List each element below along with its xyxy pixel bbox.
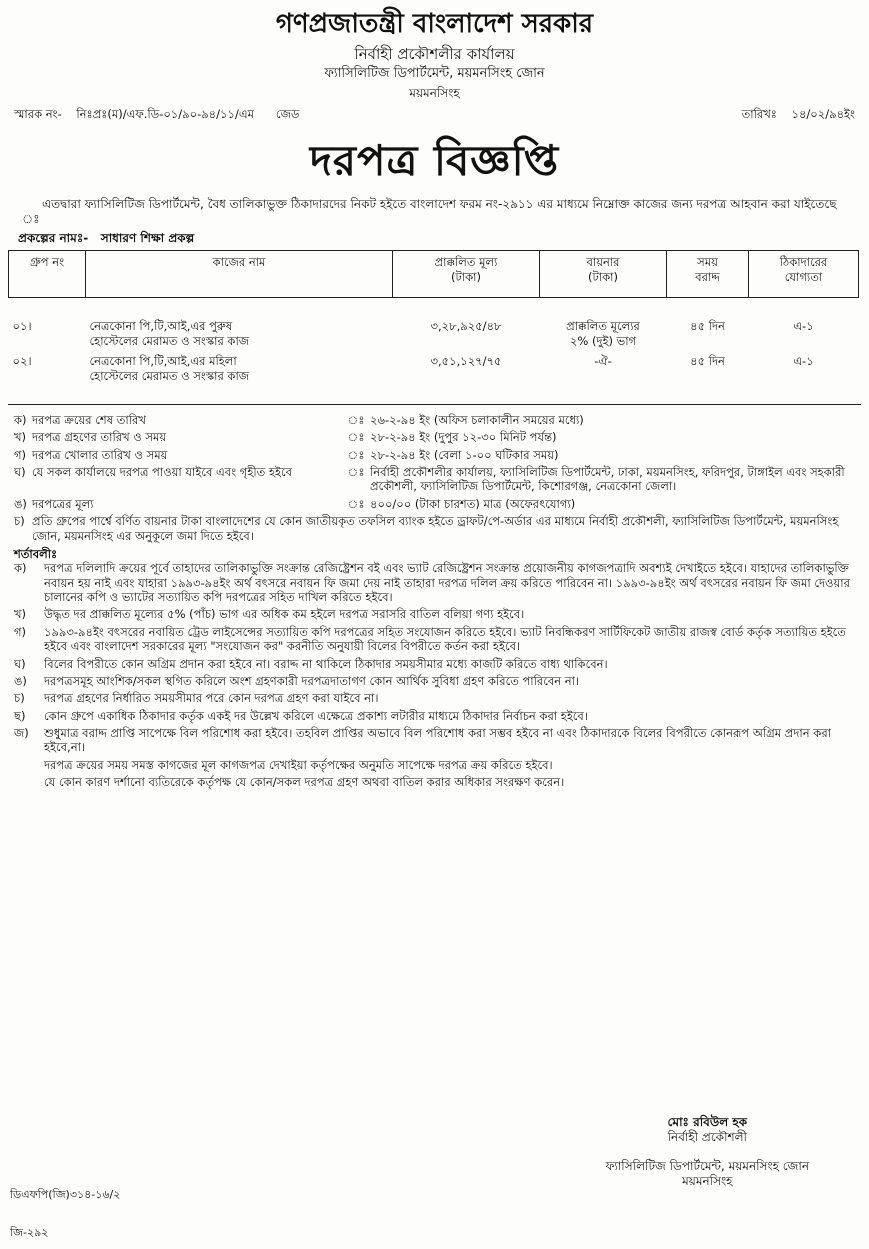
memo-ref — [14, 107, 299, 121]
signatory-city: ময়মনসিংহ — [682, 1174, 733, 1188]
condition-item: চ) দরপত্র গ্রহণের নির্ধারিত সময়সীমার পরে কোন দরপত্র গ্রহণ করা যাইবে না। — [14, 691, 379, 706]
date-label: তারিখঃ — [741, 106, 777, 121]
date-value: ১৪/০২/৯৪ইং — [791, 106, 855, 121]
col-work: কাজের নাম — [86, 251, 393, 298]
tender-table — [8, 250, 859, 404]
col-qual: ঠিকাদারের যোগ্যতা — [749, 251, 859, 298]
tender-info — [8, 413, 861, 790]
intro-text: এতদ্বারা ফ্যাসিলিটিজ ডিপার্টমেন্ট, বৈধ তালিকাভুক্ত ঠিকাদারদের নিকট হইতে বাংলাদেশ ফরম নং-২৯১১ এর মাধ্যমে নিম্নোক্ত কাজের জন্য দরপত্র আহবান করা যাইতেছে ঃ — [22, 197, 837, 227]
memo-label: স্মারক নং- — [14, 106, 62, 121]
col-time: সময় বরাদ্দ — [667, 251, 749, 298]
project-name: সাধারণ শিক্ষা প্রকল্প — [100, 231, 195, 246]
dept-heading: ফ্যাসিলিটিজ ডিপার্টমেন্ট, ময়মনসিংহ জোন — [324, 66, 545, 82]
extra-note-1: দরপত্র ক্রয়ের সময় সমস্ত কাগজের মূল কাগজপত্র দেখাইয়া কর্তৃপক্ষের অনুমতি সাপেক্ষে দরপত্র ক্রয় করিতে হইবে। — [44, 757, 553, 772]
memo-number: নিঃপ্রঃ(ম)/এফ.ডি-০১/৯০-৯৪/১১/এম — [76, 106, 254, 121]
signatory-title: নির্বাহী প্রকৌশলী — [667, 1130, 747, 1144]
notice-title: দরপত্র বিজ্ঞপ্তি — [309, 135, 560, 185]
city-heading: ময়মনসিংহ — [409, 85, 460, 100]
col-earnest: বায়নার (টাকা) — [540, 251, 667, 298]
condition-item: জ) শুধুমাত্র বরাদ্দ প্রাপ্তি সাপেক্ষে বিল পরিশোধ করা হইবে। তহবিল প্রাপ্তির অভাবে বিল পরিশোধ করা সম্ভব হইবে না এবং ঠিকাদারকে বিলের বিপরীতে কোনরূপ অগ্রিম প্রদান করা হইবে,না। — [14, 726, 831, 755]
table-row: ০২। নেত্রকোনা পি,টি,আই,এর মহিলা হোস্টেলের মেরামত ও সংস্কার কাজ ৩,৫১,১২৭/৭৫ -ঐ- ৪৫ দিন এ-১ — [12, 354, 814, 383]
office-heading: নির্বাহী প্রকৌশলীর কার্যালয় — [354, 44, 515, 63]
col-group: গ্রুপ নং — [9, 251, 86, 298]
extra-note-2: যে কোন কারণ দর্শানো ব্যতিরেকে কর্তৃপক্ষ যে কোন/সকল দরপত্র গ্রহণ অথবা বাতিল করার অধিকার সংরক্ষণ করেন। — [44, 775, 565, 790]
info-row: খ) দরপত্র গ্রহণের তারিখ ও সময় ঃ ২৮-২-৯৪ ইং (দুপুর ১২-৩০ মিনিট পর্যন্ত) — [14, 430, 557, 445]
table-header-row — [9, 251, 859, 298]
condition-item: ছ) কোন গ্রুপে একাধিক ঠিকাদার কর্তৃক একই দর উল্লেখ করিলে এক্ষেত্রে প্রকাশ্য লটারীর মাধ্যমে ঠিকাদার নির্বাচন করা হইবে। — [14, 708, 588, 723]
signatory-dept: ফ্যাসিলিটিজ ডিপার্টমেন্ট, ময়মনসিংহ জোন — [605, 1159, 809, 1173]
tender-table-wrap — [8, 250, 861, 405]
project-label: প্রকল্পের নামঃ- — [18, 231, 89, 246]
footer-ji: জি-২৯২ — [10, 1226, 49, 1239]
footer-code: ডিএফপি(জি)৩১৪-১৬/২ — [10, 1188, 121, 1201]
info-row: ঘ) যে সকল কার্যালয়ে দরপত্র পাওয়া যাইবে এবং গৃহীত হইবে ঃ নির্বাহী প্রকৌশলীর কার্যালয়, ফ্যাসিলিটিজ ডিপার্টমেন্ট, ঢাকা, ময়মনসিংহ, ফরিদপুর, টাঙ্গাইল এবং সহকারী প্রকৌশলী, ফ্যাসিলিটিজ ডিপার্টমেন্ট, কিশোরগঞ্জ, নেত্রকোনা জেলা। — [14, 465, 845, 494]
col-cost: প্রাক্কলিত মূল্য (টাকা) — [393, 251, 540, 298]
condition-item: ক) দরপত্র দলিলাদি ক্রয়ের পূর্বে তাহাদের তালিকাভুক্তি সংক্রান্ত রেজিষ্ট্রেশন বই এবং ভ্যাট রেজিষ্ট্রেশন সংক্রান্ত প্রয়োজনীয় কাগজপত্রাদি অবশ্যই দেখাইতে হইবে। যাহাদের তালিকাভুক্তি নবায়ন হয় নাই এবং যাহারা ১৯৯৩-৯৪ইং অর্থ বৎসরে নবায়ন ফি জমা দেয় নাই তাহারা দরপত্র দলিল ক্রয় করিতে পারিবেন না। ১৯৯৩-৯৪ইং অর্থ বৎসরের নবায়ন ফি জমা দেওয়ার চালানের কপি ও ভ্যাটের সত্যায়িত কপি দরপত্রের সহিত দাখিল করিতে হইবে। — [14, 561, 850, 604]
memo-row — [8, 107, 861, 121]
conditions-title: শর্তাবলীঃ — [14, 546, 58, 561]
condition-item: ঘ) বিলের বিপরীতে কোন অগ্রিম প্রদান করা হইবে না। বরাদ্দ না থাকিলে ঠিকাদার সময়সীমার মধ্যে কাজটি করিতে বাধ্য থাকিবেন। — [14, 656, 608, 671]
signature-block — [606, 1115, 809, 1189]
table-row: ০১। নেত্রকোনা পি,টি,আই,এর পুরুষ হোস্টেলের মেরামত ও সংস্কার কাজ ৩,২৮,৯২৫/৪৮ প্রাক্কলিত মূল্যের ২% (দুই) ভাগ ৪৫ দিন এ-১ — [12, 319, 814, 348]
tender-notice — [8, 6, 861, 793]
signatory-name: মোঃ রবিউল হক — [667, 1115, 748, 1129]
condition-item: ঙ) দরপত্রসমূহ আংশিক/সকল স্থগিত করিলে অংশ গ্রহণকারী দরপত্রদাতাগণ কোন আর্থিক সুবিধা গ্রহণ করিতে পারিবেন না। — [14, 673, 580, 688]
info-row: ঙ) দরপত্রের মূল্য ঃ ৪০০/০০ (টাকা চারশত) মাত্র (অফেরৎযোগ্য) — [14, 496, 576, 511]
condition-item: খ) উদ্ধৃত দর প্রাক্কলিত মূল্যের ৫% (পাঁচ) ভাগ এর অধিক কম হইলে দরপত্র সরাসরি বাতিল বলিয়া গণ্য হইবে। — [14, 607, 525, 622]
govt-heading: গণপ্রজাতন্ত্রী বাংলাদেশ সরকার — [275, 9, 594, 39]
info-row: গ) দরপত্র খোলার তারিখ ও সময় ঃ ২৮-২-৯৪ ইং (বেলা ১-০০ ঘটিকার সময়) — [14, 447, 559, 462]
deposit-paragraph: চ) প্রতি গ্রুপের পার্শ্বে বর্ণিত বায়নার টাকা বাংলাদেশের যে কোন জাতীয়কৃত তফসিল ব্যাংক হইতে ড্রাফট/পে-অর্ডার এর মাধ্যমে নির্বাহী প্রকৌশলী, ফ্যাসিলিটিজ ডিপার্টমেন্ট, ময়মনসিংহ জোন, ময়মনসিংহ এর অনুকূলে জমা দিতে হইবে। — [14, 514, 839, 543]
condition-item: গ) ১৯৯৩-৯৪ইং বৎসরের নবায়িত ট্রেড লাইসেন্সের সত্যায়িত কপি দরপত্রের সহিত সংযোজন করিতে হইবে। ভ্যাট নিবন্ধিকরণ সার্টিফিকেট জাতীয় রাজস্ব বোর্ড কর্তৃক সত্যায়িত হইতে হইবে এবং বাংলাদেশ সরকারের মূল্য "সংযোজন কর" করনীতি অনুযায়ী বিলের বিপরীতে কর্তন করা হইবে। — [14, 624, 846, 654]
memo-suffix: জেড — [275, 106, 300, 121]
memo-date — [742, 107, 855, 121]
project-line — [8, 231, 861, 246]
info-row: ক) দরপত্র ক্রয়ের শেষ তারিখ ঃ ২৬-২-৯৪ ইং (অফিস চলাকালীন সময়ের মধ্যে) — [14, 412, 584, 427]
